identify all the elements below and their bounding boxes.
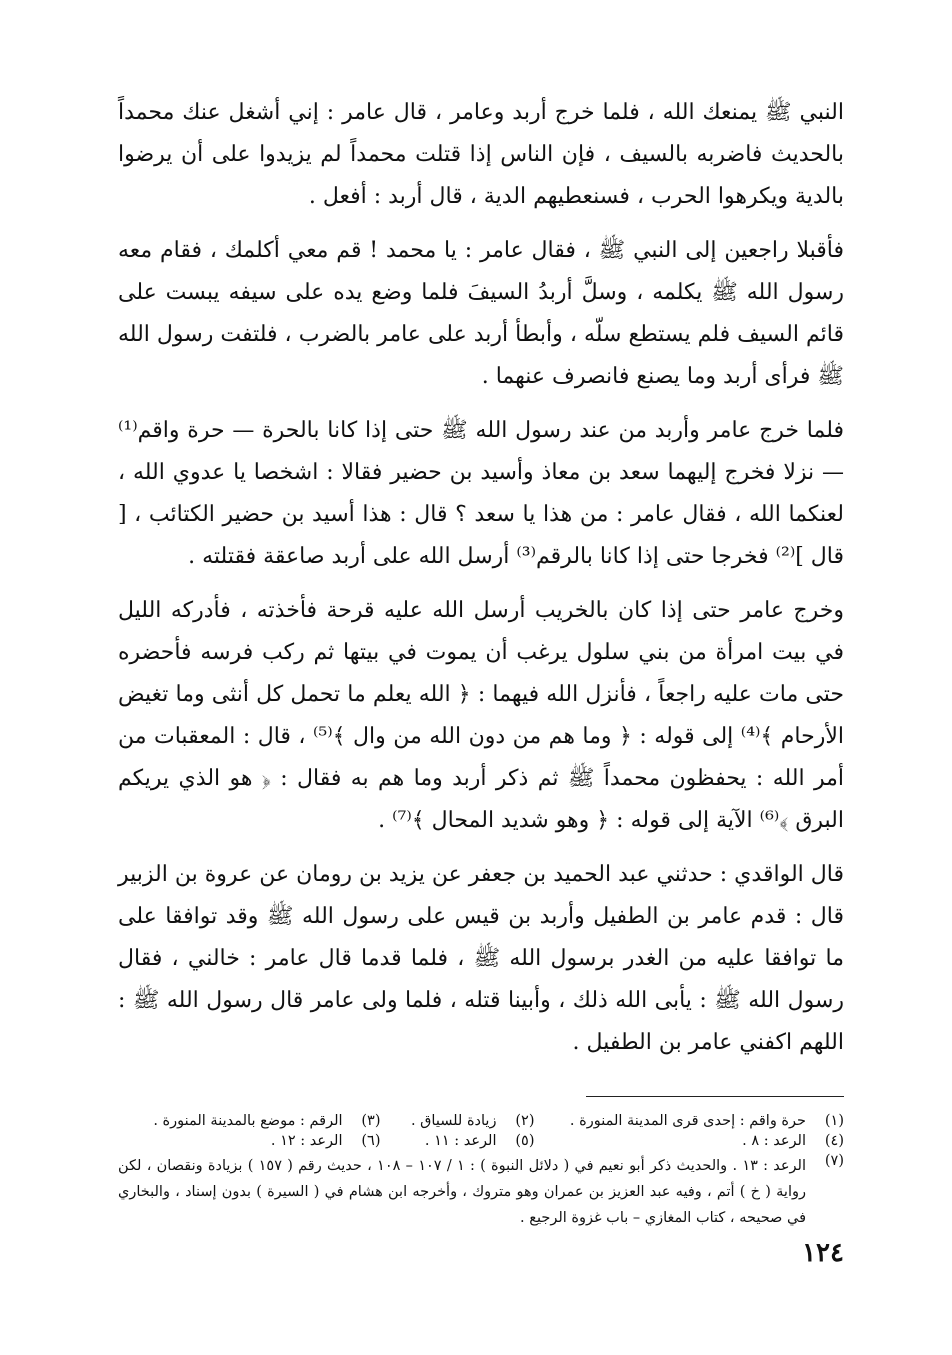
footnote-number: (٦) [361,1133,381,1149]
page-content [118,92,844,1233]
footnote-number: (٢) [515,1113,535,1129]
footnote-number: (٥) [515,1133,535,1149]
footnote-text: الرعد : ١٣ . والحديث ذكر أبو نعيم في ( دلائل النبوة ) : ١ / ١٠٧ – ١٠٨ ، حديث رقم ( ١٥٧ ) بزيادة ونقصان ، لكن رواية ( خ ) أتم ، وفيه عبد العزيز بن عمران وهو متروك ، وأخرجه ابن هشام في ( السيرة ) بدون إسناد ، والبخاري في صحيحه ، كتاب المغازي – باب غزوة الرجيع . [118,1158,806,1226]
footnote-text: الرعد : ١٢ . [270,1133,343,1149]
footnote-text: الرعد : ١١ . [424,1133,497,1149]
footnote-text: حرة واقم : إحدى قرى المدينة المنورة . [569,1113,806,1129]
paragraph-2: فأقبلا راجعين إلى النبي ﷺ ، فقال عامر : يا محمد ! قم معي أكلمك ، فقام معه رسول الله ﷺ يكلمه ، وسلَّ أربدُ السيفَ فلما وضع يده على سيفه يبست على قائم السيف فلم يستطع سلّه ، وأبطأ أربد على عامر بالضرب ، فلتفت رسول الله ﷺ فرأى أربد وما يصنع فانصرف عنهما . [118,238,844,389]
footnote-number: (٤) [824,1133,844,1149]
footnote-separator [586,1096,844,1097]
footnote-text: زيادة للسياق . [410,1113,497,1129]
footnote-text: الرقم : موضع بالمدينة المنورة . [153,1113,343,1129]
page-number: ١٢٤ [802,1238,844,1268]
footnote-number: (٣) [361,1113,381,1129]
footnote-number: (١) [824,1113,844,1129]
paragraph-5: قال الواقدي : حدثني عبد الحميد بن جعفر عن يزيد بن رومان عن عروة بن الزبير قال : قدم عامر بن الطفيل وأربد بن قيس على رسول الله ﷺ وقد توافقا على ما توافقا عليه من الغدر برسول الله ﷺ ، فلما قدما قال عامر : خالني ، فقال رسول الله ﷺ : يأبى الله ذلك ، وأبينا قتله ، فلما ولى عامر قال رسول الله ﷺ : اللهم اكفني عامر بن الطفيل . [118,862,844,1055]
footnote-text: الرعد : ٨ . [742,1133,806,1149]
paragraph-1: النبي ﷺ يمنعك الله ، فلما خرج أربد وعامر ، قال عامر : إني أشغل عنك محمداً بالحديث فاضربه بالسيف ، فإن الناس إذا قتلت محمداً لم يزيدوا على أن يرضوا بالدية ويكرهوا الحرب ، فسنعطيهم الدية ، قال أربد : أفعل . [118,100,844,209]
paragraph-3: فلما خرج عامر وأربد من عند رسول الله ﷺ حتى إذا كانا بالحرة — حرة واقم⁽¹⁾ — نزلا فخرج إليهما سعد بن معاذ وأسيد بن حضير فقالا : اشخصا يا عدوي الله ، لعنكما الله ، فقال عامر : من هذا يا سعد ؟ قال : هذا أسيد بن حضير الكتائب ، [ قال ]⁽²⁾ فخرجا حتى إذا كانا بالرقم⁽³⁾ أرسل الله على أربد صاعقة فقتلته . [118,418,844,569]
footnote-row [118,1131,844,1151]
footnote-row [118,1111,844,1131]
footnote-number: (٧) [824,1153,844,1169]
footnote-row [118,1151,844,1233]
footnotes [118,1111,844,1233]
paragraph-4: وخرج عامر حتى إذا كان بالخريب أرسل الله عليه قرحة فأخذته ، فأدركه الليل في بيت امرأة من بني سلول يرغب أن يموت في بيتها ثم ركب فرسه فأحضره حتى مات عليه راجعاً ، فأنزل الله فيهما : ﴿ الله يعلم ما تحمل كل أنثى وما تغيض الأرحام ﴾⁽⁴⁾ إلى قوله : ﴿ وما هم من دون الله من وال ﴾⁽⁵⁾ ، قال : المعقبات من أمر الله : يحفظون محمداً ﷺ ثم ذكر أربد وما هم به فقال : ﴿ هو الذي يريكم البرق ﴾⁽⁶⁾ الآية إلى قوله : ﴿ وهو شديد المحال ﴾⁽⁷⁾ . [118,598,845,833]
